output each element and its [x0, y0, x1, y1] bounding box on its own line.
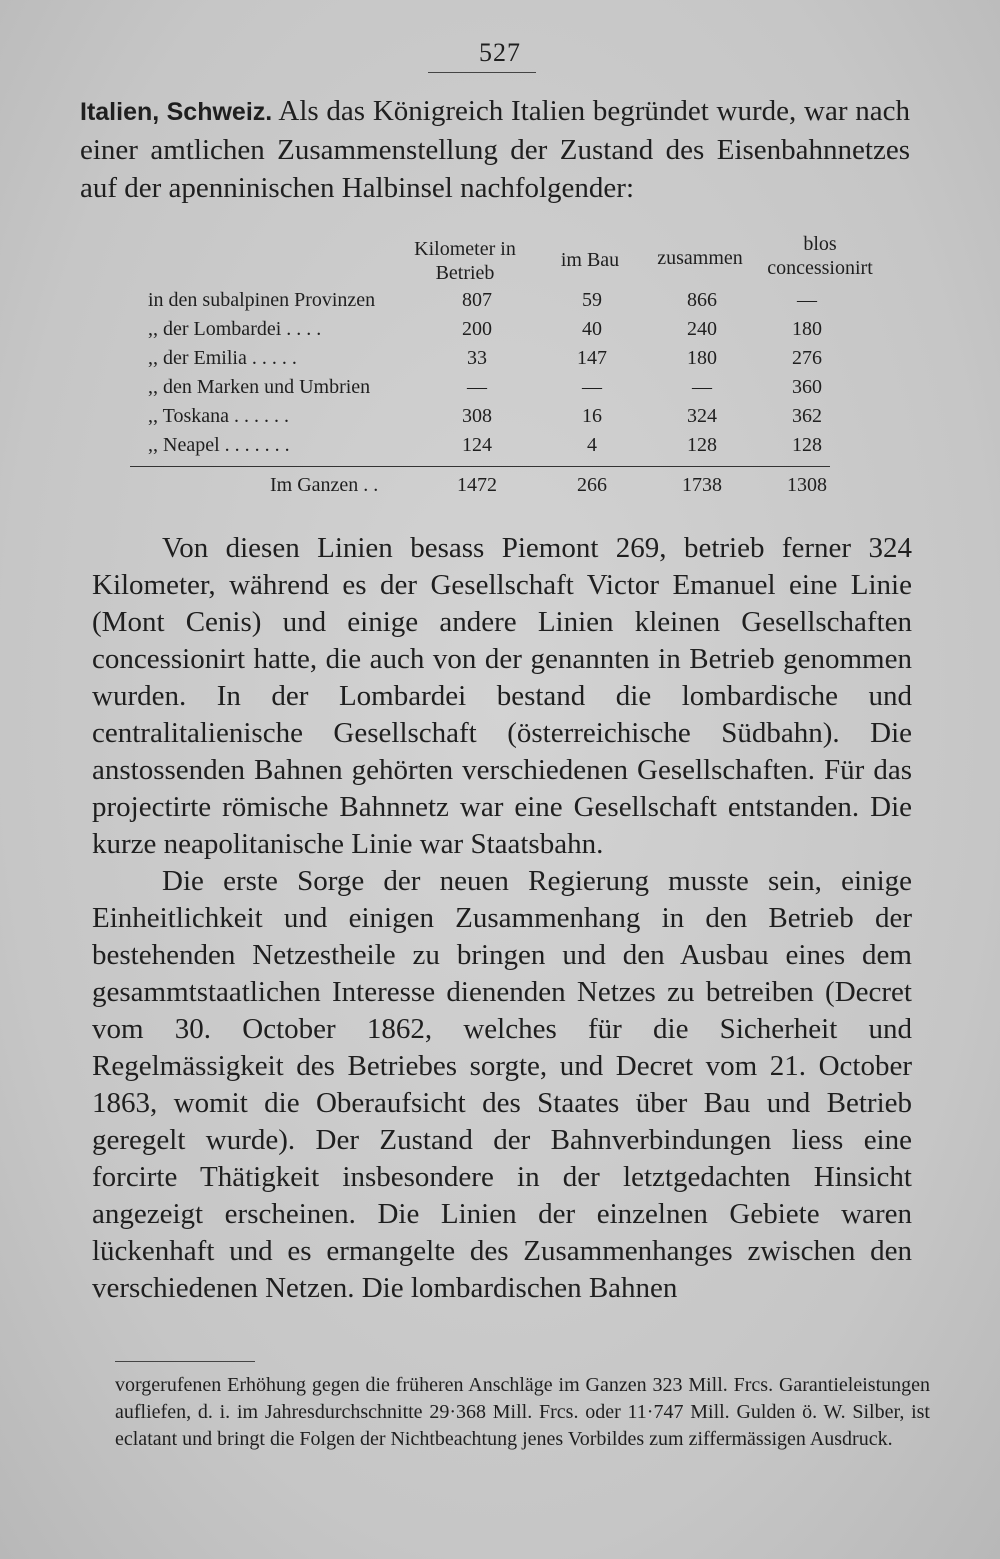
table-sum-rule	[130, 466, 830, 467]
table-row	[140, 402, 860, 431]
total-concessioned: 1308	[787, 474, 827, 496]
cell-in-operation: —	[467, 376, 487, 398]
cell-concessioned: 180	[792, 318, 822, 340]
cell-under-construction: 16	[582, 405, 602, 427]
footnote: vorgerufenen Erhöhung gegen die früheren Anschläge im Ganzen 323 Mill. Frcs. Garantieleistungen aufliefen, d. i. im Jahresdurchschnitte 29·368 Mill. Frcs. oder 11·747 Mill. Gulden ö. W. Silber, ist eclatant und bringt die Folgen der Nichtbeachtung jenes Vorbildes zum ziffermässigen Ausdruck.	[115, 1374, 930, 1450]
table-total-row	[140, 471, 860, 500]
row-label: ,, der Lombardei . . . .	[148, 318, 322, 340]
cell-concessioned: 360	[792, 376, 822, 398]
cell-concessioned: 362	[792, 405, 822, 427]
table-row	[140, 431, 860, 460]
body-text	[92, 530, 912, 1307]
cell-concessioned: 128	[792, 434, 822, 456]
table-row	[140, 315, 860, 344]
cell-total: 128	[687, 434, 717, 456]
cell-concessioned: 276	[792, 347, 822, 369]
cell-total: 240	[687, 318, 717, 340]
total-under-construction: 266	[577, 474, 607, 496]
cell-in-operation: 124	[462, 434, 492, 456]
total-total: 1738	[682, 474, 722, 496]
body-paragraph: Von diesen Linien besass Piemont 269, betrieb ferner 324 Kilometer, während es der Gesellschaft Victor Emanuel eine Linie (Mont Cenis) und einige andere Linien kleinen Gesellschaften concessionirt hatte, die auch von der genannten in Betrieb genommen wurden. In der Lombardei bestand die lombardische und centralitalienische Gesellschaft (österreichische Südbahn). Die anstossenden Bahnen gehörten verschiedenen Gesellschaften. Für das projectirte römische Bahnnetz war eine Gesellschaft entstanden. Die kurze neapolitanische Linie war Staatsbahn.	[92, 532, 912, 860]
railway-network-table	[140, 232, 873, 500]
page-number-rule	[428, 72, 536, 73]
cell-under-construction: 59	[582, 289, 602, 311]
row-label: ,, Neapel . . . . . . .	[148, 434, 290, 456]
table-row	[140, 344, 860, 373]
cell-in-operation: 308	[462, 405, 492, 427]
cell-total: 866	[687, 289, 717, 311]
table-row	[140, 373, 860, 402]
cell-total: —	[692, 376, 712, 398]
row-label: in den subalpinen Provinzen	[148, 289, 376, 311]
intro-paragraph	[80, 92, 910, 207]
row-label: ,, den Marken und Umbrien	[148, 376, 371, 398]
cell-under-construction: 4	[587, 434, 597, 456]
cell-concessioned: —	[797, 289, 817, 311]
cell-in-operation: 33	[467, 347, 487, 369]
cell-under-construction: 40	[582, 318, 602, 340]
page-number: 527	[479, 38, 521, 67]
header-under-construction: im Bau	[560, 249, 620, 271]
table-header	[140, 232, 873, 286]
table-row	[140, 286, 860, 315]
cell-in-operation: 200	[462, 318, 492, 340]
header-in-operation: Kilometer in Betrieb	[414, 238, 516, 284]
intro-text: Als das Königreich Italien begründet wurde, war nach einer amtlichen Zusammenstellung der Zustand des Eisenbahnnetzes auf der apenninischen Halbinsel nachfolgender:	[80, 95, 910, 204]
header-concessioned: blos concessionirt	[767, 233, 873, 279]
section-heading: Italien, Schweiz.	[80, 98, 273, 126]
cell-under-construction: 147	[577, 347, 607, 369]
row-label: ,, der Emilia . . . . .	[148, 347, 297, 369]
total-label: Im Ganzen . .	[270, 474, 379, 496]
footnote-rule	[115, 1361, 255, 1362]
cell-under-construction: —	[582, 376, 602, 398]
cell-total: 180	[687, 347, 717, 369]
body-paragraph: Die erste Sorge der neuen Regierung musste sein, einige Einheitlichkeit und einigen Zusammenhang in den Betrieb der bestehenden Netzestheile zu bringen und den Ausbau eines dem gesammtstaatlichen Interesse dienenden Netzes zu betreiben (Decret vom 30. October 1862, welches für die Sicherheit und Regelmässigkeit des Betriebes sorgte, und Decret vom 21. October 1863, womit die Oberaufsicht des Staates über Bau und Betrieb geregelt wurde). Der Zustand der Bahnverbindungen liess eine forcirte Thätigkeit insbesondere in der letztgedachten Hinsicht angezeigt erscheinen. Die Linien der einzelnen Gebiete waren lückenhaft und es ermangelte des Zusammenhanges zwischen den verschiedenen Netzen. Die lombardischen Bahnen	[92, 865, 912, 1304]
cell-total: 324	[687, 405, 717, 427]
header-total: zusammen	[657, 247, 743, 269]
total-in-operation: 1472	[457, 474, 497, 496]
row-label: ,, Toskana . . . . . .	[148, 405, 289, 427]
cell-in-operation: 807	[462, 289, 492, 311]
